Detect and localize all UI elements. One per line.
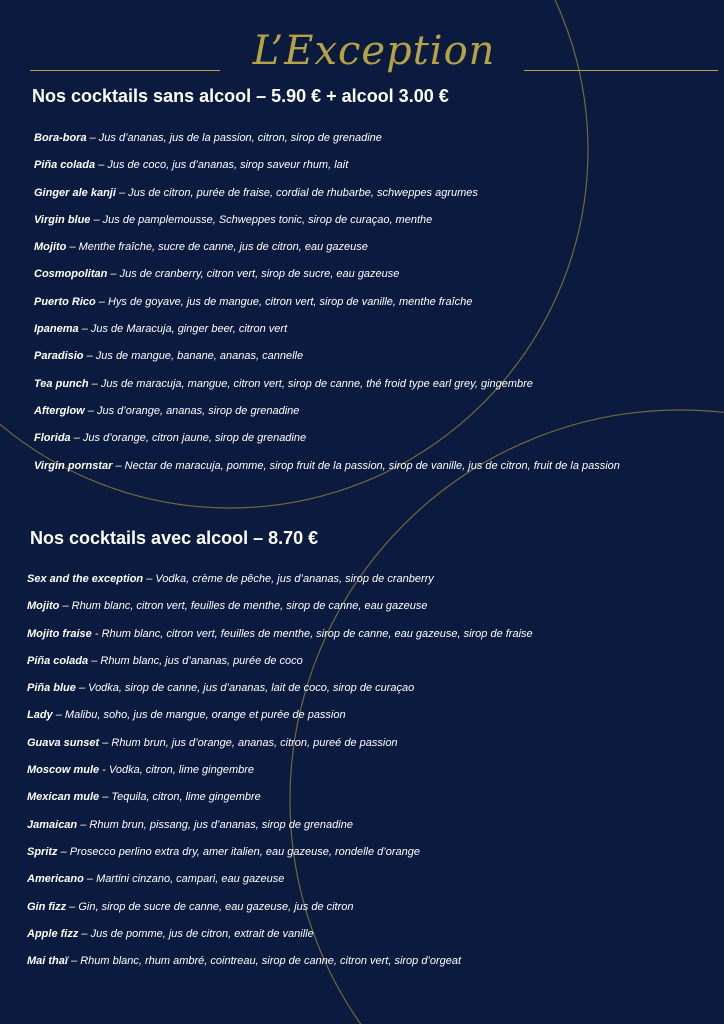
list-item [34,322,620,349]
cocktail-name: Lady [27,709,53,722]
cocktail-name: Cosmopolitan [34,268,108,281]
list-item [27,790,533,817]
list-item [27,654,533,681]
cocktail-name: Mexican mule [27,791,100,804]
cocktail-separator: – [83,350,96,363]
title-rule-right [524,70,718,71]
cocktail-separator: – [112,459,125,472]
cocktail-name: Piña colada [34,159,96,172]
cocktail-name: Afterglow [34,404,85,417]
cocktail-ingredients: Jus de coco, jus d’ananas, sirop saveur rhum, lait [107,159,349,172]
cocktail-name: Florida [34,432,71,445]
cocktail-separator: – [88,654,101,667]
list-item [34,240,620,267]
cocktail-ingredients: Rhum blanc, jus d’ananas, purée de coco [100,654,303,667]
cocktail-separator: – [99,791,112,804]
cocktail-separator: – [75,682,89,695]
list-item [27,681,533,708]
list-item [34,267,620,294]
cocktail-ingredients: Rhum brun, pissang, jus d’ananas, sirop de grenadine [89,818,353,831]
cocktail-separator: – [66,900,79,913]
cocktail-list-avec-alcool [27,572,533,981]
cocktail-ingredients: Jus de citron, purée de fraise, cordial de rhubarbe, schweppes agrumes [128,186,478,199]
list-item [27,763,533,790]
list-item [27,872,533,899]
cocktail-name: Bora-bora [34,132,87,144]
cocktail-separator: – [84,404,97,417]
cocktail-ingredients: Martini cinzano, campari, eau gazeuse [96,873,285,886]
cocktail-ingredients: Malibu, soho, jus de mangue, orange et purée de passion [64,709,346,722]
cocktail-ingredients: Prosecco perlino extra dry, amer italien, eau gazeuse, rondelle d’orange [69,845,420,858]
cocktail-name: Mojito [27,600,60,613]
cocktail-name: Apple fizz [27,927,79,940]
list-item [34,431,620,458]
cocktail-name: Puerto Rico [34,295,96,308]
cocktail-name: Piña colada [27,654,89,667]
cocktail-separator: - [99,764,109,777]
list-item [27,627,533,654]
cocktail-separator: – [67,955,81,968]
cocktail-ingredients: Vodka, crème de pêche, jus d’ananas, sirop de cranberry [155,573,434,585]
cocktail-separator: - [91,627,102,640]
list-item [27,900,533,927]
cocktail-separator: – [95,159,108,172]
cocktail-separator: – [115,186,129,199]
cocktail-ingredients: Jus de maracuja, mangue, citron vert, sirop de canne, thé froid type earl grey, gingembre [100,377,533,390]
cocktail-separator: – [78,927,91,940]
cocktail-separator: – [99,736,112,749]
list-item [27,954,533,981]
list-item [27,599,533,626]
cocktail-name: Ipanema [34,323,79,336]
cocktail-name: Piña blue [27,682,76,695]
page-title: L’Exception [252,28,496,74]
list-item [34,349,620,376]
list-item [27,572,533,599]
cocktail-name: Virgin blue [34,213,91,226]
cocktail-separator: – [70,432,83,445]
cocktail-name: Virgin pornstar [34,459,113,472]
cocktail-separator: – [90,213,103,226]
cocktail-separator: – [107,268,120,281]
cocktail-ingredients: Vodka, citron, lime gingembre [108,764,255,777]
list-item [34,131,620,158]
cocktail-name: Ginger ale kanji [34,186,116,199]
list-item [27,818,533,845]
cocktail-name: Mojito [34,241,67,254]
cocktail-ingredients: Jus d’orange, citron jaune, sirop de grenadine [82,432,307,445]
cocktail-separator: – [78,323,91,336]
title-banner [0,18,724,88]
title-rule-left [30,70,220,71]
cocktail-ingredients: Vodka, sirop de canne, jus d’ananas, lait de coco, sirop de curaçao [88,682,415,695]
list-item [27,708,533,735]
list-item [34,404,620,431]
list-item [34,213,620,240]
cocktail-name: Paradisio [34,350,84,363]
cocktail-ingredients: Rhum blanc, citron vert, feuilles de menthe, sirop de canne, eau gazeuse [71,600,428,613]
cocktail-name: Tea punch [34,377,89,390]
cocktail-ingredients: Jus de cranberry, citron vert, sirop de sucre, eau gazeuse [119,268,400,281]
cocktail-ingredients: Jus de pomme, jus de citron, extrait de vanille [90,927,314,940]
list-item [27,927,533,954]
list-item [27,736,533,763]
list-item [27,845,533,872]
cocktail-ingredients: Jus d’orange, ananas, sirop de grenadine [96,404,300,417]
cocktail-separator: – [66,241,79,254]
cocktail-ingredients: Tequila, citron, lime gingembre [111,791,261,804]
cocktail-ingredients: Jus de pamplemousse, Schweppes tonic, sirop de curaçao, menthe [102,213,433,226]
cocktail-ingredients: Jus de mangue, banane, ananas, cannelle [95,350,304,363]
list-item [34,459,620,486]
cocktail-name: Moscow mule [27,764,100,777]
section-heading-avec-alcool: Nos cocktails avec alcool – 8.70 € [30,528,319,548]
cocktail-ingredients: Jus de Maracuja, ginger beer, citron vert [90,323,288,336]
cocktail-ingredients: Rhum blanc, rhum ambré, cointreau, sirop de canne, citron vert, sirop d’orgeat [80,955,462,968]
cocktail-separator: – [77,818,90,831]
list-item [34,295,620,322]
cocktail-name: Americano [27,873,84,886]
cocktail-separator: – [86,132,99,144]
cocktail-ingredients: Hys de goyave, jus de mangue, citron vert, sirop de vanille, menthe fraîche [107,295,473,308]
cocktail-separator: – [83,873,97,886]
cocktail-separator: – [143,573,156,585]
cocktail-ingredients: Gin, sirop de sucre de canne, eau gazeuse, jus de citron [78,900,354,913]
cocktail-name: Sex and the exception [27,573,144,585]
cocktail-separator: – [59,600,72,613]
cocktail-name: Mai thaï [27,955,68,968]
list-item [34,158,620,185]
cocktail-ingredients: Nectar de maracuja, pomme, sirop fruit de la passion, sirop de vanille, jus de citron, fruit de la passion [124,459,620,472]
cocktail-list-sans-alcool [34,131,620,486]
cocktail-separator: – [52,709,65,722]
list-item [34,186,620,213]
cocktail-ingredients: Menthe fraîche, sucre de canne, jus de citron, eau gazeuse [78,241,368,254]
cocktail-name: Guava sunset [27,736,100,749]
cocktail-name: Mojito fraise [27,627,92,640]
cocktail-ingredients: Jus d’ananas, jus de la passion, citron, sirop de grenadine [98,132,382,144]
cocktail-name: Spritz [27,845,58,858]
cocktail-name: Jamaican [27,818,78,831]
cocktail-separator: – [95,295,108,308]
cocktail-ingredients: Rhum brun, jus d’orange, ananas, citron, pureé de passion [111,736,398,749]
list-item [34,377,620,404]
section-heading-sans-alcool: Nos cocktails sans alcool – 5.90 € + alcool 3.00 € [32,86,449,106]
cocktail-ingredients: Rhum blanc, citron vert, feuilles de menthe, sirop de canne, eau gazeuse, sirop de fraise [101,627,533,640]
cocktail-separator: – [57,845,70,858]
cocktail-separator: – [88,377,101,390]
cocktail-name: Gin fizz [27,900,67,913]
